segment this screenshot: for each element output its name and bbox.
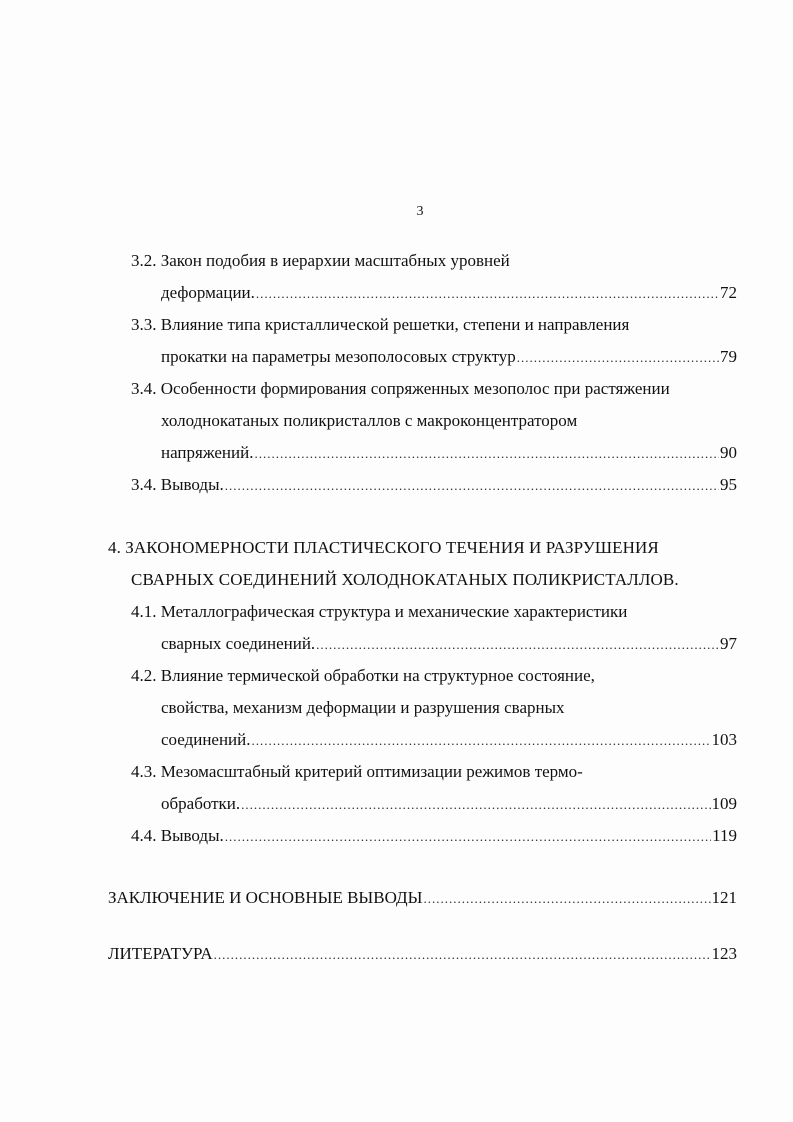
toc-entry-conclusion-title: ЗАКЛЮЧЕНИЕ И ОСНОВНЫЕ ВЫВОДЫ xyxy=(108,888,423,907)
toc-entry-4-1-page: 97 xyxy=(720,634,737,653)
toc-entry-3-3-title: 3.3. Влияние типа кристаллической решетки, степени и направления xyxy=(131,315,630,334)
toc-entry-conclusion[interactable] xyxy=(108,888,737,909)
toc-entry-3-3-title-cont: прокатки на параметры мезополосовых структур xyxy=(161,347,516,366)
dot-leader xyxy=(252,731,711,751)
dot-leader xyxy=(225,827,711,847)
toc-entry-literature[interactable] xyxy=(108,944,737,965)
chapter-4-title: 4. ЗАКОНОМЕРНОСТИ ПЛАСТИЧЕСКОГО ТЕЧЕНИЯ И РАЗРУШЕНИЯ xyxy=(108,538,659,557)
toc-entry-conclusion-page: 121 xyxy=(711,888,737,907)
toc-entry-3-3[interactable] xyxy=(161,347,737,368)
toc-entry-3-4a-title-end: напряжений. xyxy=(161,443,254,462)
dot-leader xyxy=(254,444,719,464)
toc-entry-4-1-title-cont: сварных соединений. xyxy=(161,634,316,653)
toc-entry-4-3-title: 4.3. Мезомасштабный критерий оптимизации режимов термо- xyxy=(131,762,583,781)
toc-entry-3-2-page: 72 xyxy=(720,283,737,302)
toc-entry-4-3-page: 109 xyxy=(711,794,737,813)
chapter-4-title-cont: СВАРНЫХ СОЕДИНЕНИЙ ХОЛОДНОКАТАНЫХ ПОЛИКРИСТАЛЛОВ. xyxy=(131,570,679,589)
dot-leader xyxy=(517,348,719,368)
dot-leader xyxy=(241,795,710,815)
toc-entry-4-1[interactable] xyxy=(161,634,737,655)
toc-entry-4-3-title-cont: обработки. xyxy=(161,794,241,813)
toc-entry-4-2[interactable] xyxy=(161,730,737,751)
toc-entry-3-4a-title: 3.4. Особенности формирования сопряженных мезополос при растяжении xyxy=(131,379,670,398)
toc-entry-3-4b[interactable] xyxy=(131,475,737,496)
toc-entry-4-1-title: 4.1. Металлографическая структура и механические характеристики xyxy=(131,602,628,621)
dot-leader xyxy=(225,476,719,496)
toc-entry-3-4a[interactable] xyxy=(161,443,737,464)
toc-entry-4-4[interactable] xyxy=(131,826,737,847)
dot-leader xyxy=(423,889,710,909)
toc-entry-3-4b-page: 95 xyxy=(720,475,737,494)
dot-leader xyxy=(256,284,719,304)
dot-leader xyxy=(316,635,719,655)
toc-entry-3-4a-page: 90 xyxy=(720,443,737,462)
toc-entry-3-2-title: 3.2. Закон подобия в иерархии масштабных уровней xyxy=(131,251,510,270)
toc-entry-3-3-page: 79 xyxy=(720,347,737,366)
toc-entry-4-2-page: 103 xyxy=(711,730,737,749)
toc-entry-4-4-title: 4.4. Выводы. xyxy=(131,826,224,845)
toc-entry-3-2[interactable] xyxy=(161,283,737,304)
toc-entry-4-2-title-end: соединений. xyxy=(161,730,251,749)
toc-entry-4-4-page: 119 xyxy=(712,826,737,845)
dot-leader xyxy=(214,945,711,965)
toc-entry-3-4a-title-cont: холоднокатаных поликристаллов с макроконцентратором xyxy=(161,411,578,430)
toc-entry-4-3[interactable] xyxy=(161,794,737,815)
toc-entry-literature-page: 123 xyxy=(711,944,737,963)
toc-entry-4-2-title: 4.2. Влияние термической обработки на структурное состояние, xyxy=(131,666,595,685)
toc-entry-3-2-title-cont: деформации. xyxy=(161,283,255,302)
page-number: 3 xyxy=(416,204,424,219)
toc-entry-3-4b-title: 3.4. Выводы. xyxy=(131,475,224,494)
toc-entry-literature-title: ЛИТЕРАТУРА xyxy=(108,944,213,963)
toc-entry-4-2-title-cont: свойства, механизм деформации и разрушения сварных xyxy=(161,698,565,717)
